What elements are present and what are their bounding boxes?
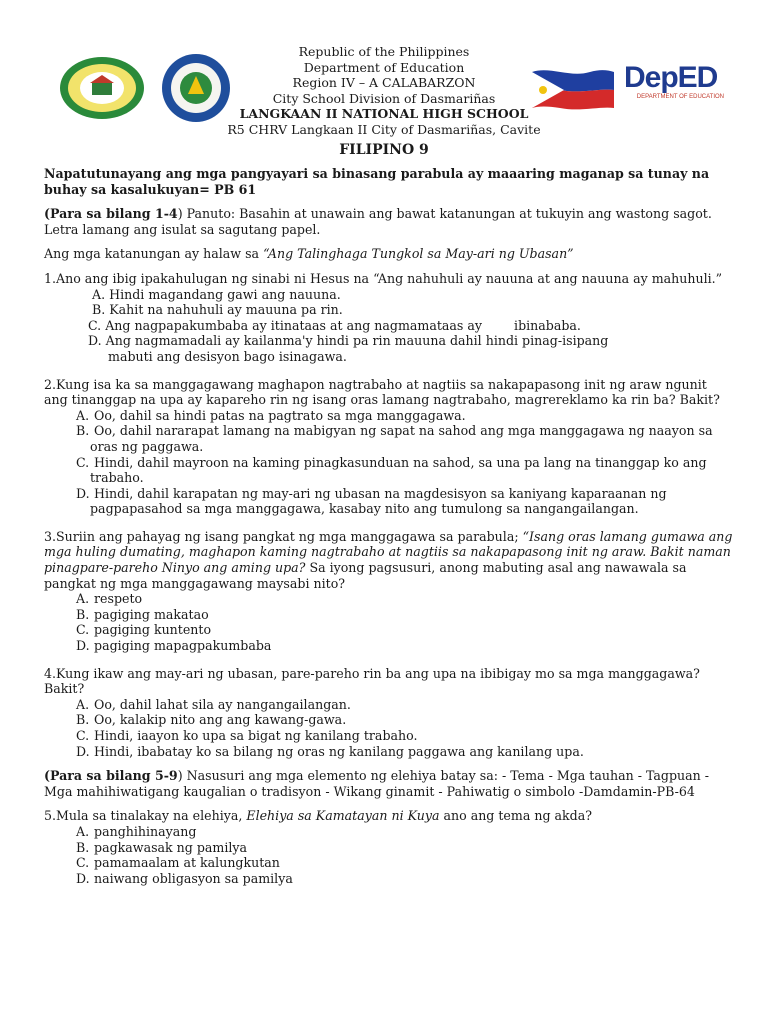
- stem-title: Elehiya sa Kamatayan ni Kuya: [246, 808, 440, 824]
- choice-c: [44, 855, 734, 871]
- choice-c: [44, 455, 734, 486]
- choice-letter: A.: [76, 823, 90, 839]
- question-stem: [44, 808, 734, 824]
- choice-letter: D.: [76, 743, 90, 759]
- choice-d: [44, 486, 734, 517]
- choice-text: Oo, dahil sa hindi patas na pagtrato sa mga manggagawa.: [94, 407, 466, 423]
- stem-quote: “Isang oras lamang gumawa ang mga huling dumating, maghapon kaming nagtrabaho at nagtiis sa nakapapasong init ng araw. Bakit naman pinagpare-pareho Ninyo ang aming upa?: [44, 528, 733, 576]
- choice-d: [44, 871, 734, 887]
- choice-d-continued: mabuti ang desisyon bago isinagawa.: [108, 348, 347, 364]
- choice-text: Oo, dahil nararapat lamang na mabigyan ng sapat na sahod ang mga manggagawa ng naayon sa oras ng paggawa.: [90, 423, 713, 454]
- choice-letter: A.: [76, 696, 90, 712]
- instruction-2-text: ) Nasusuri ang mga elemento ng elehiya batay sa: - Tema - Mga tauhan - Tagpuan - Mga mahihiwatigang kaugalian o tradisyon - Wikang ginamit - Pahiwatig o simbolo -Damdamin-PB-64: [44, 768, 710, 799]
- choice-b: B. Kahit na nahuhuli ay mauuna pa rin.: [92, 302, 343, 318]
- header-country: Republic of the Philippines: [298, 44, 470, 59]
- choice-b: [44, 423, 734, 454]
- choice-d: [44, 638, 734, 654]
- choice-c: [44, 728, 734, 744]
- choice-b: [44, 607, 734, 623]
- instruction-2: [44, 768, 734, 799]
- choice-text: Hindi, iaayon ko upa sa bigat ng kanilang trabaho.: [94, 728, 418, 743]
- question-stem: 4.Kung ikaw ang may-ari ng ubasan, pare-pareho rin ba ang upa na ibibigay mo sa mga manggagawa? Bakit?: [44, 665, 700, 697]
- choice-letter: D.: [76, 638, 90, 654]
- instruction-1-label: (Para sa bilang 1-4: [44, 206, 178, 222]
- instruction-1-text: ) Panuto: Basahin at unawain ang bawat katanungan at tukuyin ang wastong sagot. Letra lamang ang isulat sa sagutang papel.: [44, 206, 712, 237]
- choice-letter: D.: [76, 485, 90, 501]
- choice-text: pamamaalam at kalungkutan: [94, 855, 280, 871]
- deped-subtitle: DEPARTMENT OF EDUCATION: [636, 94, 724, 100]
- choice-a: [44, 824, 734, 840]
- choice-text: Hindi, dahil mayroon na kaming pinagkasunduan na sahod, sa una pa lang na tinanggap ko ang trabaho.: [90, 454, 707, 486]
- choice-c: [44, 622, 734, 638]
- stem-prefix: 5.Mula sa tinalakay na elehiya,: [44, 808, 247, 824]
- stem-prefix: 3.Suriin ang pahayag ng isang pangkat ng mga manggagawa sa parabula;: [44, 528, 523, 544]
- choice-d: [44, 744, 734, 760]
- header-division: City School Division of Dasmariñas: [272, 90, 496, 106]
- page-title: FILIPINO 9: [339, 142, 429, 158]
- question-3: [44, 529, 734, 654]
- choice-text: respeto: [94, 591, 143, 607]
- choice-text: Hindi, ibabatay ko sa bilang ng oras ng kanilang paggawa ang kanilang upa.: [94, 743, 584, 759]
- instruction-2-label: (Para sa bilang 5-9: [44, 768, 178, 784]
- choice-a: [44, 408, 734, 424]
- choice-b: [44, 840, 734, 856]
- instruction-1: [44, 206, 734, 237]
- choice-text: panghihinayang: [94, 823, 197, 839]
- question-2: [44, 377, 734, 517]
- choice-a: [44, 697, 734, 713]
- choice-d: D. Ang nagmamadali ay kailanma'y hindi pa rin mauuna dahil hindi pinag-isipang: [88, 333, 609, 349]
- choice-a: [44, 591, 734, 607]
- choice-letter: B.: [76, 606, 90, 622]
- question-1: [44, 271, 734, 365]
- choice-text: Hindi, dahil karapatan ng may-ari ng ubasan na magdesisyon sa kaniyang kaparaanan ng pagpapasahod sa mga manggagawa, kasabay nito ang tumulong sa nangangailangan.: [90, 485, 667, 517]
- choice-letter: D.: [76, 870, 90, 886]
- deped-wordmark: DepED: [624, 61, 718, 94]
- header-address: R5 CHRV Langkaan II City of Dasmariñas, Cavite: [227, 121, 541, 137]
- choice-letter: C.: [76, 622, 90, 638]
- source-prefix: Ang mga katanungan ay halaw sa: [44, 246, 264, 262]
- quiz-content: [44, 166, 734, 886]
- choice-letter: A.: [76, 407, 90, 423]
- choice-a: A. Hindi magandang gawi ang nauuna.: [92, 286, 341, 302]
- choice-letter: B.: [76, 423, 90, 439]
- choice-letter: A.: [76, 591, 90, 607]
- learning-objective: Napatutunayang ang mga pangyayari sa binasang parabula ay maaaring maganap sa tunay na buhay sa kasalukuyan= PB 61: [44, 166, 710, 197]
- choice-text: pagiging makatao: [94, 606, 209, 622]
- choice-letter: B.: [76, 839, 90, 855]
- choice-text: Oo, kalakip nito ang ang kawang-gawa.: [94, 712, 347, 728]
- choice-text: pagkawasak ng pamilya: [94, 839, 248, 855]
- letterhead: [0, 44, 768, 138]
- choice-letter: C.: [76, 728, 90, 743]
- choice-c: C. Ang nagpapakumbaba ay itinataas at ang nagmamataas ay ibinababa.: [88, 317, 581, 333]
- question-stem: [44, 529, 734, 591]
- source-line: [44, 246, 734, 262]
- choice-letter: C.: [76, 855, 90, 871]
- choice-b: [44, 712, 734, 728]
- choice-letter: B.: [76, 712, 90, 728]
- question-stem: 2.Kung isa ka sa manggagawang maghapon nagtrabaho at nagtiis sa nakapapasong init ng araw ngunit ang tinanggap na upa ay kapareho rin ng isang oras lamang nagtrabaho, magrereklamo ka rin ba? Bakit?: [44, 376, 720, 408]
- stem-suffix: ano ang tema ng akda?: [439, 808, 592, 824]
- choice-text: pagiging mapagpakumbaba: [94, 638, 272, 654]
- choice-text: naiwang obligasyon sa pamilya: [94, 870, 293, 886]
- header-region: Region IV – A CALABARZON: [292, 75, 476, 91]
- choice-text: Oo, dahil lahat sila ay nangangailangan.: [94, 696, 351, 712]
- choice-text: pagiging kuntento: [94, 622, 212, 638]
- stem-suffix: Sa iyong pagsusuri, anong mabuting asal ang nawawala sa pangkat ng mga manggagawang maysabi nito?: [44, 560, 687, 591]
- header-department: Department of Education: [303, 59, 465, 75]
- question-5: [44, 808, 734, 886]
- question-stem: 1.Ano ang ibig ipakahulugan ng sinabi ni Hesus na “Ang nahuhuli ay nauuna at ang nauuna ay mahuhuli.”: [44, 270, 723, 286]
- question-4: [44, 666, 734, 760]
- source-title: “Ang Talinghaga Tungkol sa May-ari ng Ubasan”: [263, 246, 574, 262]
- choice-letter: C.: [76, 454, 90, 470]
- header-school-name: LANGKAAN II NATIONAL HIGH SCHOOL: [239, 106, 529, 122]
